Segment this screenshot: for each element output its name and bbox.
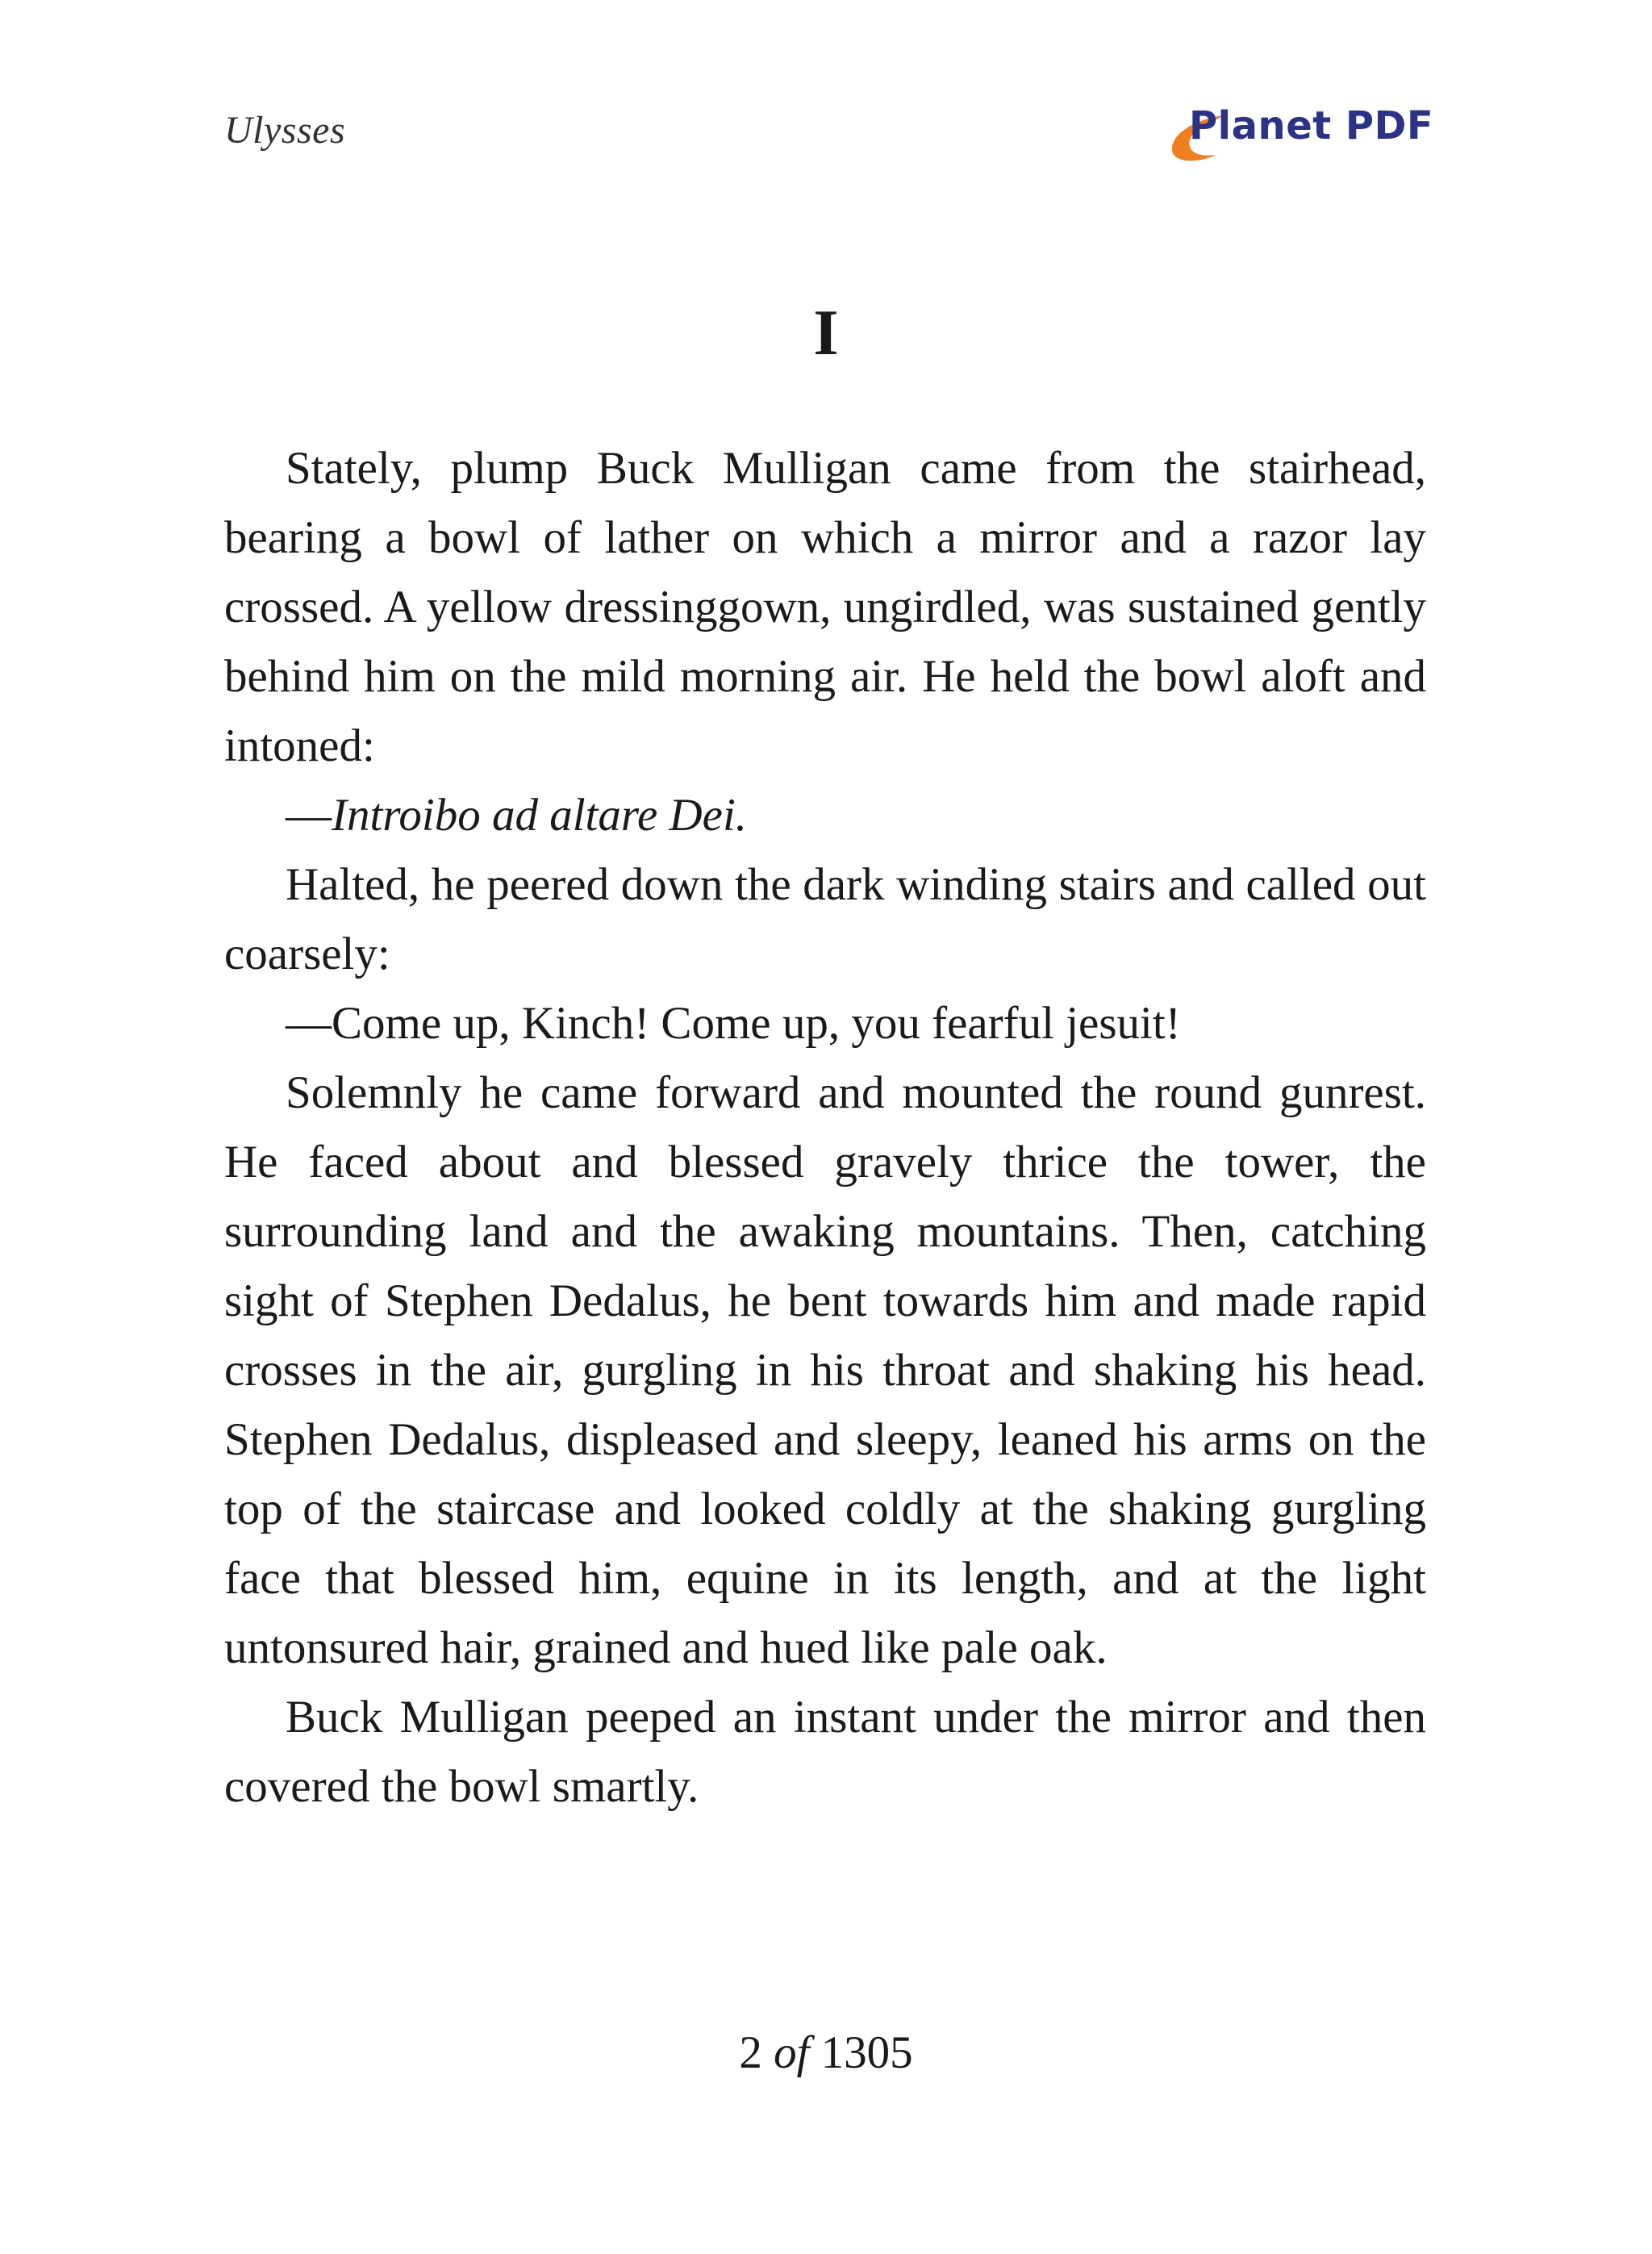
paragraph-2: Halted, he peered down the dark winding stairs and called out coarsely:	[224, 859, 1426, 979]
total-pages: 1305	[820, 2027, 913, 2078]
chapter-number: I	[813, 298, 839, 369]
paragraph-4: Solemnly he came forward and mounted the round gunrest. He faced about and blessed gravely thrice the tower, the surrounding land and the awaking mountains. Then, catching sight of Stephen Dedalus, he bent towards him and made rapid crosses in the air, gurgling in his throat and shaking his head. Stephen Dedalus, displeased and sleepy, leaned his arms on the top of the staircase and looked coldly at the shaking gurgling face that blessed him, equine in its length, and at the light untonsured hair, grained and hued like pale oak.	[224, 1067, 1426, 1673]
latin-intonation	[224, 781, 1426, 850]
current-page: 2	[739, 2027, 762, 2078]
em-dash: —	[286, 790, 332, 841]
latin-phrase: Introibo ad altare Dei.	[332, 790, 748, 841]
chapter-text	[224, 434, 1426, 1822]
logo-wordmark: Planet PDF	[1189, 103, 1434, 148]
paragraph-1: Stately, plump Buck Mulligan came from the stairhead, bearing a bowl of lather on which a mirror and a razor lay crossed. A yellow dressinggown, ungirdled, was sustained gently behind him on the mild morning air. He held the bowl aloft and intoned:	[224, 443, 1426, 771]
paragraph-3: —Come up, Kinch! Come up, you fearful jesuit!	[286, 998, 1181, 1049]
of-label: of	[774, 2027, 810, 2078]
page-number	[0, 2027, 1652, 2079]
planet-pdf-logo	[1166, 103, 1433, 168]
paragraph-5: Buck Mulligan peeped an instant under the mirror and then covered the bowl smartly.	[224, 1692, 1426, 1812]
running-head-title: Ulysses	[224, 109, 346, 152]
